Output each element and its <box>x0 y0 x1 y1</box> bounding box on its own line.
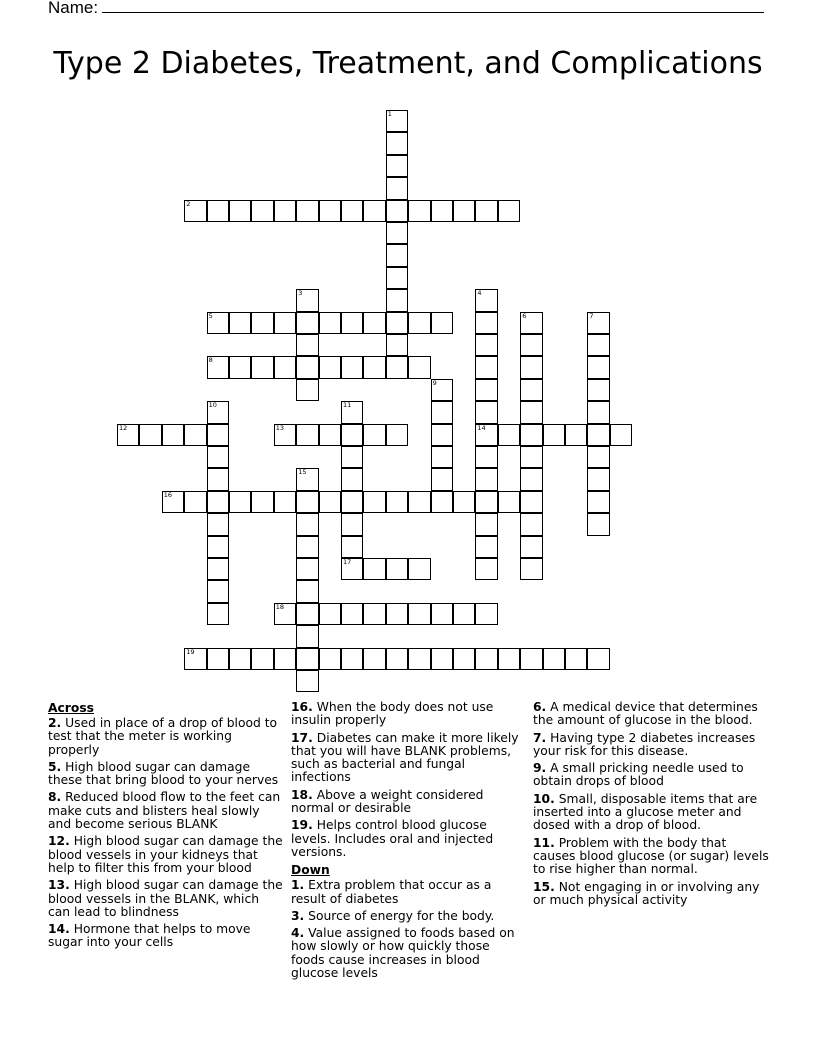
grid-cell[interactable] <box>296 289 318 311</box>
grid-cell[interactable] <box>498 491 520 513</box>
clue-down-15: 15. Not engaging in or involving any or much physical activity <box>533 879 760 907</box>
grid-cell[interactable] <box>296 379 318 401</box>
grid-cell[interactable] <box>296 513 318 535</box>
grid-cell[interactable] <box>296 580 318 602</box>
grid-cell[interactable] <box>498 200 520 222</box>
grid-cell[interactable] <box>498 424 520 446</box>
grid-cell[interactable] <box>431 312 453 334</box>
grid-cell[interactable] <box>296 670 318 692</box>
grid-cell[interactable] <box>498 648 520 670</box>
clue-number-label: 16 <box>163 490 173 499</box>
grid-cell[interactable] <box>431 648 453 670</box>
grid-cell[interactable] <box>453 200 475 222</box>
clue-number-label: 9 <box>432 378 437 387</box>
grid-cell[interactable] <box>475 356 497 378</box>
grid-cell[interactable] <box>319 356 341 378</box>
clue-down-7: 7. Having type 2 diabetes increases your risk for this disease. <box>533 730 756 758</box>
clue-number-label: 2 <box>186 199 191 208</box>
grid-cell[interactable] <box>363 312 385 334</box>
grid-cell[interactable] <box>207 468 229 490</box>
clue-down-10: 10. Small, disposable items that are inserted into a glucose meter and dosed with a drop of blood. <box>533 791 758 833</box>
grid-cell[interactable] <box>453 491 475 513</box>
grid-cell[interactable] <box>587 424 609 446</box>
clues-column-2 <box>291 701 527 984</box>
grid-cell[interactable] <box>543 424 565 446</box>
clue-number-label: 19 <box>186 647 195 656</box>
grid-cell[interactable] <box>386 558 408 580</box>
grid-cell[interactable] <box>207 558 229 580</box>
grid-cell[interactable] <box>386 155 408 177</box>
clue-across-18: 18. Above a weight considered normal or desirable <box>291 787 484 816</box>
grid-cell[interactable] <box>587 312 609 334</box>
grid-cell[interactable] <box>184 648 206 670</box>
grid-cell[interactable] <box>408 312 430 334</box>
grid-cell[interactable] <box>587 468 609 490</box>
grid-cell[interactable] <box>386 267 408 289</box>
grid-cell[interactable] <box>207 200 229 222</box>
grid-cell[interactable] <box>274 424 296 446</box>
grid-cell[interactable] <box>475 536 497 558</box>
grid-cell[interactable] <box>475 648 497 670</box>
grid-cell[interactable] <box>207 424 229 446</box>
grid-cell[interactable] <box>520 558 542 580</box>
clue-down-4: 4. Value assigned to foods based on how slowly or how quickly those foods cause increases in blood glucose levels <box>291 926 515 981</box>
grid-cell[interactable] <box>431 491 453 513</box>
grid-cell[interactable] <box>520 513 542 535</box>
grid-cell[interactable] <box>274 356 296 378</box>
clue-down-11: 11. Problem with the body that causes blood glucose (or sugar) levels to rise higher than normal. <box>533 835 769 877</box>
grid-cell[interactable] <box>520 491 542 513</box>
grid-cell[interactable] <box>475 491 497 513</box>
grid-cell[interactable] <box>229 356 251 378</box>
grid-cell[interactable] <box>386 177 408 199</box>
grid-cell[interactable] <box>408 356 430 378</box>
grid-cell[interactable] <box>408 603 430 625</box>
grid-cell[interactable] <box>274 312 296 334</box>
grid-cell[interactable] <box>207 580 229 602</box>
grid-cell[interactable] <box>296 648 318 670</box>
clue-down-3: 3. Source of energy for the body. <box>291 908 495 923</box>
grid-cell[interactable] <box>363 648 385 670</box>
clue-number-label: 6 <box>522 311 527 320</box>
grid-cell[interactable] <box>251 491 273 513</box>
grid-cell[interactable] <box>386 491 408 513</box>
grid-cell[interactable] <box>162 491 184 513</box>
grid-cell[interactable] <box>565 424 587 446</box>
grid-cell[interactable] <box>229 491 251 513</box>
grid-cell[interactable] <box>341 536 363 558</box>
grid-cell[interactable] <box>207 648 229 670</box>
grid-cell[interactable] <box>296 558 318 580</box>
clue-across-17: 17. Diabetes can make it more likely that you will have BLANK problems, such as bacterial and fungal infections <box>291 730 519 785</box>
grid-cell[interactable] <box>475 513 497 535</box>
grid-cell[interactable] <box>341 356 363 378</box>
grid-cell[interactable] <box>386 200 408 222</box>
grid-cell[interactable] <box>341 468 363 490</box>
grid-cell[interactable] <box>520 379 542 401</box>
clue-across-2: 2. Used in place of a drop of blood to test that the meter is working properly <box>48 716 278 757</box>
grid-cell[interactable] <box>117 424 139 446</box>
clue-across-5: 5. High blood sugar can damage these that bring blood to your nerves <box>48 759 279 788</box>
grid-cell[interactable] <box>610 424 632 446</box>
grid-cell[interactable] <box>520 312 542 334</box>
grid-cell[interactable] <box>587 491 609 513</box>
grid-cell[interactable] <box>386 132 408 154</box>
grid-cell[interactable] <box>363 356 385 378</box>
grid-cell[interactable] <box>184 200 206 222</box>
grid-cell[interactable] <box>431 200 453 222</box>
clue-number-label: 10 <box>208 401 217 410</box>
clue-down-1: 1. Extra problem that occur as a result of diabetes <box>291 878 492 906</box>
clue-number-label: 11 <box>343 401 352 410</box>
grid-cell[interactable] <box>431 379 453 401</box>
clue-across-8: 8. Reduced blood flow to the feet can make cuts and blisters heal slowly and become serious BLANK <box>48 790 281 832</box>
clue-number-label: 5 <box>208 311 213 320</box>
clue-number-label: 12 <box>119 423 128 432</box>
grid-cell[interactable] <box>251 312 273 334</box>
grid-cell[interactable] <box>341 401 363 423</box>
grid-cell[interactable] <box>207 312 229 334</box>
grid-cell[interactable] <box>520 446 542 468</box>
grid-cell[interactable] <box>319 491 341 513</box>
clue-number-label: 1 <box>387 110 392 118</box>
grid-cell[interactable] <box>162 424 184 446</box>
grid-cell[interactable] <box>207 356 229 378</box>
grid-cell[interactable] <box>341 312 363 334</box>
grid-cell[interactable] <box>274 648 296 670</box>
grid-cell[interactable] <box>587 356 609 378</box>
grid-cell[interactable] <box>587 648 609 670</box>
grid-cell[interactable] <box>475 468 497 490</box>
grid-cell[interactable] <box>274 200 296 222</box>
grid-cell[interactable] <box>296 312 318 334</box>
grid-cell[interactable] <box>475 446 497 468</box>
grid-cell[interactable] <box>341 424 363 446</box>
grid-cell[interactable] <box>520 468 542 490</box>
grid-cell[interactable] <box>386 648 408 670</box>
grid-cell[interactable] <box>475 334 497 356</box>
grid-cell[interactable] <box>587 513 609 535</box>
grid-cell[interactable] <box>319 603 341 625</box>
grid-cell[interactable] <box>341 648 363 670</box>
grid-cell[interactable] <box>296 625 318 647</box>
grid-cell[interactable] <box>207 401 229 423</box>
grid-cell[interactable] <box>520 536 542 558</box>
grid-cell[interactable] <box>229 200 251 222</box>
grid-cell[interactable] <box>341 513 363 535</box>
grid-cell[interactable] <box>408 491 430 513</box>
clue-number-label: 17 <box>343 558 352 566</box>
grid-cell[interactable] <box>184 491 206 513</box>
grid-cell[interactable] <box>386 222 408 244</box>
grid-cell[interactable] <box>363 603 385 625</box>
grid-cell[interactable] <box>520 334 542 356</box>
grid-cell[interactable] <box>475 312 497 334</box>
clue-number-label: 4 <box>477 289 482 298</box>
grid-cell[interactable] <box>520 356 542 378</box>
grid-cell[interactable] <box>475 558 497 580</box>
grid-cell[interactable] <box>363 558 385 580</box>
grid-cell[interactable] <box>386 289 408 311</box>
grid-cell[interactable] <box>184 424 206 446</box>
grid-cell[interactable] <box>475 379 497 401</box>
grid-cell[interactable] <box>251 200 273 222</box>
grid-cell[interactable] <box>341 558 363 580</box>
grid-cell[interactable] <box>475 200 497 222</box>
grid-cell[interactable] <box>207 603 229 625</box>
across-heading: Across <box>48 701 94 715</box>
grid-cell[interactable] <box>453 648 475 670</box>
clue-across-14: 14. Hormone that helps to move sugar into your cells <box>48 922 251 950</box>
grid-cell[interactable] <box>386 312 408 334</box>
grid-cell[interactable] <box>207 513 229 535</box>
grid-cell[interactable] <box>431 401 453 423</box>
grid-cell[interactable] <box>386 603 408 625</box>
clue-number-label: 18 <box>275 602 285 611</box>
clue-number-label: 8 <box>208 356 213 365</box>
grid-cell[interactable] <box>386 244 408 266</box>
grid-cell[interactable] <box>296 334 318 356</box>
grid-cell[interactable] <box>475 289 497 311</box>
grid-cell[interactable] <box>587 334 609 356</box>
grid-cell[interactable] <box>565 648 587 670</box>
grid-cell[interactable] <box>587 401 609 423</box>
grid-cell[interactable] <box>296 491 318 513</box>
grid-cell[interactable] <box>251 648 273 670</box>
grid-cell[interactable] <box>386 356 408 378</box>
down-heading: Down <box>291 863 330 878</box>
grid-cell[interactable] <box>453 603 475 625</box>
grid-cell[interactable] <box>363 200 385 222</box>
grid-cell[interactable] <box>431 424 453 446</box>
clue-across-19: 19. Helps control blood glucose levels. Includes oral and injected versions. <box>291 818 494 859</box>
grid-cell[interactable] <box>386 424 408 446</box>
clue-across-16: 16. When the body does not use insulin properly <box>291 700 494 728</box>
grid-cell[interactable] <box>341 491 363 513</box>
grid-cell[interactable] <box>296 424 318 446</box>
grid-cell[interactable] <box>431 603 453 625</box>
grid-cell[interactable] <box>408 200 430 222</box>
grid-cell[interactable] <box>363 424 385 446</box>
clue-across-13: 13. High blood sugar can damage the blood vessels in the BLANK, which can lead to blindness <box>48 878 283 919</box>
grid-cell[interactable] <box>229 648 251 670</box>
grid-cell[interactable] <box>319 648 341 670</box>
grid-cell[interactable] <box>587 379 609 401</box>
grid-cell[interactable] <box>520 424 542 446</box>
clue-number-label: 7 <box>589 311 594 320</box>
grid-cell[interactable] <box>296 468 318 490</box>
grid-cell[interactable] <box>319 200 341 222</box>
clue-number-label: 3 <box>298 289 303 298</box>
clue-number-label: 13 <box>275 423 285 432</box>
page-title: Type 2 Diabetes, Treatment, and Complications <box>53 46 763 81</box>
grid-cell[interactable] <box>229 312 251 334</box>
grid-cell[interactable] <box>251 356 273 378</box>
grid-cell[interactable] <box>207 446 229 468</box>
grid-cell[interactable] <box>274 491 296 513</box>
grid-cell[interactable] <box>207 491 229 513</box>
grid-cell[interactable] <box>587 446 609 468</box>
grid-cell[interactable] <box>386 334 408 356</box>
grid-cell[interactable] <box>296 356 318 378</box>
grid-cell[interactable] <box>408 648 430 670</box>
grid-cell[interactable] <box>431 446 453 468</box>
grid-cell[interactable] <box>319 312 341 334</box>
clue-down-9: 9. A small pricking needle used to obtain drops of blood <box>533 761 744 789</box>
name-label: Name: <box>48 0 99 17</box>
grid-cell[interactable] <box>296 200 318 222</box>
clues-column-3 <box>533 701 769 911</box>
grid-cell[interactable] <box>475 401 497 423</box>
grid-cell[interactable] <box>475 603 497 625</box>
grid-cell[interactable] <box>341 603 363 625</box>
clue-number-label: 14 <box>477 423 486 432</box>
grid-cell[interactable] <box>341 200 363 222</box>
grid-cell[interactable] <box>520 401 542 423</box>
grid-cell[interactable] <box>475 424 497 446</box>
grid-cell[interactable] <box>363 491 385 513</box>
grid-cell[interactable] <box>319 424 341 446</box>
clues-column-1 <box>48 701 284 954</box>
clue-number-label: 15 <box>298 468 307 477</box>
grid-cell[interactable] <box>520 648 542 670</box>
grid-cell[interactable] <box>408 558 430 580</box>
grid-cell[interactable] <box>431 468 453 490</box>
grid-cell[interactable] <box>207 536 229 558</box>
grid-cell[interactable] <box>296 603 318 625</box>
grid-cell[interactable] <box>543 648 565 670</box>
clue-across-12: 12. High blood sugar can damage the blood vessels in your kidneys that help to filter this from your blood <box>48 834 283 875</box>
grid-cell[interactable] <box>274 603 296 625</box>
grid-cell[interactable] <box>341 446 363 468</box>
clue-down-6: 6. A medical device that determines the amount of glucose in the blood. <box>533 700 758 728</box>
grid-cell[interactable] <box>296 536 318 558</box>
grid-cell[interactable] <box>139 424 161 446</box>
grid-cell[interactable] <box>386 110 408 132</box>
